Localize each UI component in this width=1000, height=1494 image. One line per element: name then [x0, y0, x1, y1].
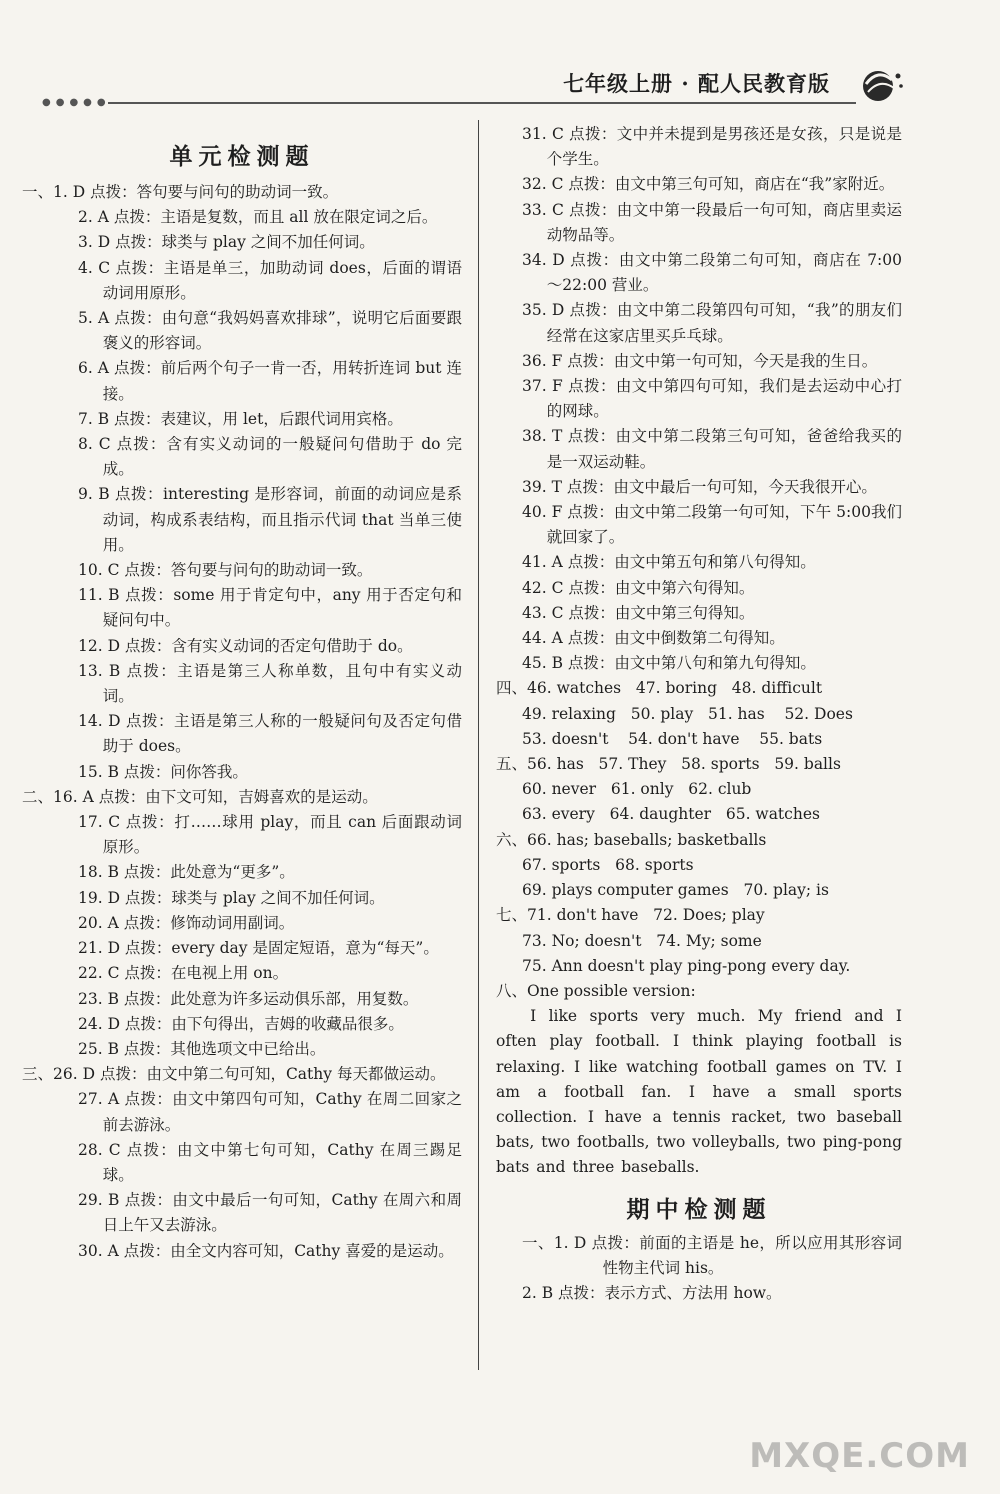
item-text: 75. Ann doesn't play ping-pong every day. [522, 956, 851, 975]
answer-list-midterm [496, 1231, 902, 1307]
list-item [78, 1087, 462, 1137]
item-text: 60. never 61. only 62. club [522, 780, 752, 799]
item-text: 10. C 点拨：答句要与问句的助动词一致。 [78, 561, 373, 580]
item-text: 1. D 点拨：答句要与问句的助动词一致。 [53, 183, 339, 201]
list-item [78, 482, 462, 558]
list-item [78, 961, 462, 986]
item-text: 1. D 点拨：前面的主语是 he，所以应用其形容词性物主代词 his。 [553, 1233, 902, 1277]
list-item [522, 929, 902, 954]
item-text: 67. sports 68. sports [522, 855, 694, 874]
section-number: 二、 [22, 787, 54, 806]
list-item [522, 702, 902, 727]
list-item [78, 432, 462, 482]
item-text: 73. No; doesn't 74. My; some [522, 931, 762, 950]
section-number: 五、 [496, 755, 528, 774]
list-item: 31. C 点拨：文中并未提到是男孩还是女孩，只是说是个学生。 [522, 125, 902, 169]
list-item [78, 936, 462, 961]
section-title-midterm: 期中检测题 [626, 1195, 772, 1223]
item-text: 2. A 点拨：主语是复数，而且 all 放在限定词之后。 [78, 208, 438, 227]
list-item [22, 785, 462, 810]
list-item: 39. T 点拨：由文中最后一句可知，今天我很开心。 [522, 477, 877, 496]
item-text: 9. B 点拨：interesting 是形容词，前面的动词应是系动词，构成系表结构，而且指示代词 that 当单三使用。 [78, 485, 462, 554]
item-text: 53. doesn't 54. don't have 55. bats [522, 729, 823, 748]
header-dots: ●●●●● [42, 97, 111, 108]
list-item [78, 1188, 462, 1238]
item-text: 46. watches 47. boring 48. difficult [527, 679, 823, 698]
list-item: 37. F 点拨：由文中第四句可知，我们是去运动中心打的网球。 [522, 377, 902, 421]
item-text: 7. B 点拨：表建议，用 let，后跟代词用宾格。 [78, 409, 403, 428]
item-text: 18. B 点拨：此处意为“更多”。 [78, 863, 295, 882]
list-item: 45. B 点拨：由文中第八句和第九句得知。 [522, 654, 816, 673]
list-item [522, 853, 902, 878]
list-item: 41. A 点拨：由文中第五句和第八句得知。 [522, 553, 816, 572]
list-item [78, 306, 462, 356]
item-text: 71. don't have 72. Does; play [527, 906, 765, 925]
section-number: 四、 [496, 679, 528, 698]
list-item [522, 1281, 902, 1306]
item-text: 4. C 点拨：主语是单三，加助动词 does，后面的谓语动词用原形。 [78, 258, 462, 302]
fill-in-answers [496, 676, 902, 978]
item-text: 19. D 点拨：球类与 play 之间不加任何词。 [78, 888, 385, 907]
item-text: 29. B 点拨：由文中最后一句可知，Cathy 在周六和周日上午又去游泳。 [78, 1191, 462, 1235]
list-item [78, 860, 462, 885]
item-text: 20. A 点拨：修饰动词用副词。 [78, 913, 295, 932]
list-item [78, 1012, 462, 1037]
list-item [78, 1138, 462, 1188]
list-item [78, 760, 462, 785]
header-logo-icon [858, 64, 904, 104]
list-item [78, 987, 462, 1012]
essay-heading: 八、One possible version: [496, 981, 696, 1000]
column-divider [478, 120, 479, 1370]
header-rule [108, 102, 856, 104]
list-item [522, 802, 902, 827]
list-item [78, 1239, 462, 1264]
item-text: 26. D 点拨：由文中第二句可知，Cathy 每天都做运动。 [53, 1065, 446, 1084]
list-item [78, 810, 462, 860]
section-number: 七、 [496, 906, 528, 925]
section-title-unit-test: 单元检测题 [169, 143, 315, 170]
section-number: 一、 [522, 1233, 554, 1252]
list-item [78, 558, 462, 583]
item-text: 63. every 64. daughter 65. watches [522, 805, 820, 824]
item-text: 12. D 点拨：含有实义动词的否定句借助于 do。 [78, 636, 413, 655]
right-column [496, 122, 902, 1306]
item-text: 25. B 点拨：其他选项文中已给出。 [78, 1039, 326, 1058]
list-item [22, 1062, 462, 1087]
item-text: 30. A 点拨：由全文内容可知，Cathy 喜爱的是运动。 [78, 1241, 454, 1260]
list-item: 43. C 点拨：由文中第三句得知。 [522, 603, 755, 622]
list-item [78, 911, 462, 936]
list-item [496, 676, 902, 701]
list-item [78, 1037, 462, 1062]
list-item [78, 256, 462, 306]
watermark: MXQE.COM [749, 1436, 970, 1476]
answer-list-left [22, 180, 462, 1264]
list-item: 36. F 点拨：由文中第一句可知，今天是我的生日。 [522, 351, 878, 370]
list-item: 40. F 点拨：由文中第二段第一句可知，下午 5:00我们就回家了。 [522, 503, 902, 547]
item-text: 56. has 57. They 58. sports 59. balls [527, 755, 841, 774]
list-item: 34. D 点拨：由文中第二段第二句可知，商店在 7:00～22:00 营业。 [522, 251, 902, 295]
section-number: 三、 [22, 1065, 54, 1084]
list-item [496, 828, 902, 853]
section-number: 六、 [496, 830, 528, 849]
item-text: 14. D 点拨：主语是第三人称的一般疑问句及否定句借助于 does。 [78, 712, 462, 756]
list-item [78, 709, 462, 759]
item-text: 22. C 点拨：在电视上用 on。 [78, 964, 289, 983]
item-text: 8. C 点拨：含有实义动词的一般疑问句借助于 do 完成。 [78, 435, 462, 479]
left-column [22, 122, 462, 1264]
item-text: 11. B 点拨：some 用于肯定句中，any 用于否定句和疑问句中。 [78, 586, 462, 630]
sample-essay: I like sports very much. My friend and I often play football. I think playing football is relaxing. I like watching football games on TV. I am a football fan. I have a small sports collection. I have a tennis racket, two baseball bats, two footballs, two volleyballs, two ping-pong bats and three baseballs. [496, 1007, 902, 1177]
item-text: 17. C 点拨：打……球用 play，而且 can 后面跟动词原形。 [78, 813, 462, 857]
list-item [78, 205, 462, 230]
list-item [522, 954, 902, 979]
item-text: 23. B 点拨：此处意为许多运动俱乐部，用复数。 [78, 989, 419, 1008]
list-item [522, 1231, 902, 1281]
item-text: 3. D 点拨：球类与 play 之间不加任何词。 [78, 233, 375, 252]
item-text: 28. C 点拨：由文中第七句可知，Cathy 在周三踢足球。 [78, 1140, 462, 1184]
item-text: 15. B 点拨：问你答我。 [78, 762, 248, 781]
list-item: 44. A 点拨：由文中倒数第二句得知。 [522, 629, 785, 648]
page-header [0, 0, 1000, 110]
list-item [78, 659, 462, 709]
item-text: 21. D 点拨：every day 是固定短语，意为“每天”。 [78, 939, 439, 958]
section-number: 一、 [22, 183, 54, 201]
item-text: 16. A 点拨：由下文可知，吉姆喜欢的是运动。 [53, 787, 378, 806]
list-item [78, 407, 462, 432]
list-item [522, 777, 902, 802]
list-item: 42. C 点拨：由文中第六句得知。 [522, 578, 755, 597]
list-item [78, 230, 462, 255]
list-item: 35. D 点拨：由文中第二段第四句可知，“我”的朋友们经常在这家店里买乒乓球。 [522, 301, 902, 345]
answer-list-right [496, 122, 902, 676]
item-text: 24. D 点拨：由下句得出，吉姆的收藏品很多。 [78, 1014, 404, 1033]
item-text: 69. plays computer games 70. play; is [522, 881, 829, 900]
item-text: 27. A 点拨：由文中第四句可知，Cathy 在周二回家之前去游泳。 [78, 1090, 462, 1134]
list-item [496, 903, 902, 928]
list-item: 33. C 点拨：由文中第一段最后一句可知，商店里卖运动物品等。 [522, 200, 902, 244]
list-item: 32. C 点拨：由文中第三句可知，商店在“我”家附近。 [522, 175, 895, 194]
list-item [78, 886, 462, 911]
list-item [522, 878, 902, 903]
item-text: 6. A 点拨：前后两个句子一肯一否，用转折连词 but 连接。 [78, 359, 462, 403]
list-item [78, 583, 462, 633]
list-item: 38. T 点拨：由文中第二段第三句可知，爸爸给我买的是一双运动鞋。 [522, 427, 902, 471]
header-title: 七年级上册 · 配人民教育版 [563, 71, 830, 96]
item-text: 13. B 点拨：主语是第三人称单数，且句中有实义动词。 [78, 661, 462, 706]
item-text: 66. has; baseballs; basketballs [527, 830, 767, 849]
list-item [22, 180, 462, 205]
list-item [78, 356, 462, 406]
list-item [522, 727, 902, 752]
list-item [496, 752, 902, 777]
list-item [78, 634, 462, 659]
item-text: 49. relaxing 50. play 51. has 52. Does [522, 704, 853, 723]
item-text: 2. B 点拨：表示方式、方法用 how。 [522, 1283, 782, 1302]
item-text: 5. A 点拨：由句意“我妈妈喜欢排球”，说明它后面要跟褒义的形容词。 [78, 309, 462, 353]
